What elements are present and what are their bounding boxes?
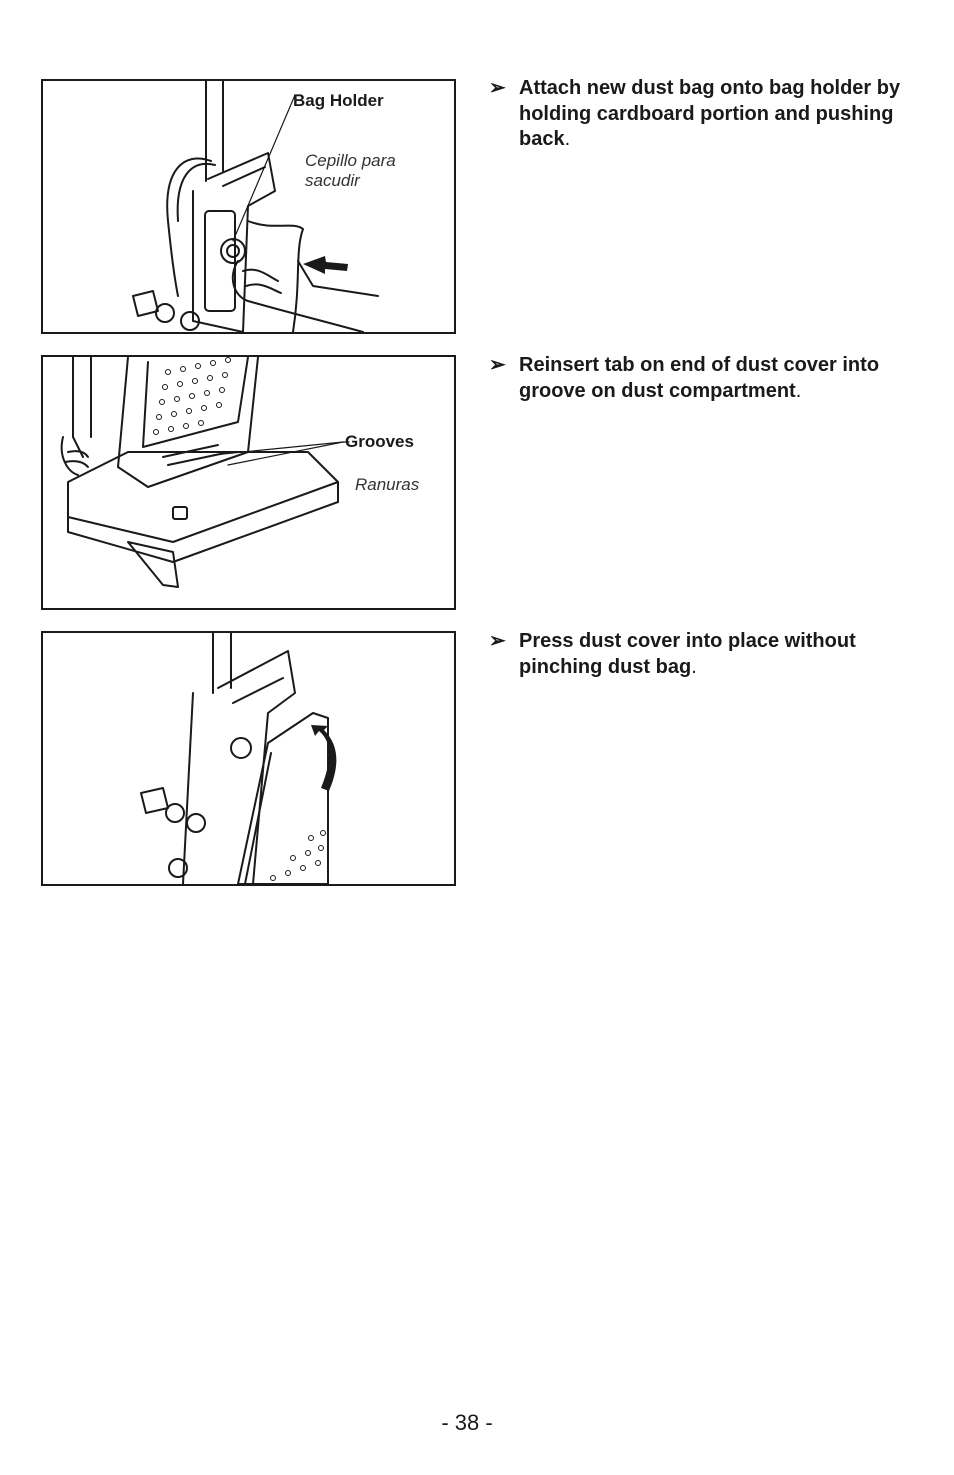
figure-dust-cover-grooves [41, 355, 456, 610]
bag-holder-label: Bag Holder [293, 91, 384, 110]
page-number: - 38 - [441, 1410, 493, 1435]
dust-cover-vent-dots [154, 358, 231, 435]
figure-attach-dust-bag [41, 79, 456, 334]
step-press-dust-cover [489, 629, 909, 685]
bag-holder-label-spanish: Cepillo para sacudir [305, 151, 396, 190]
bullet-arrow-icon: ➢ [489, 77, 506, 99]
cover-vent-dots [271, 831, 326, 881]
vacuum-bag-holder-illustration [43, 81, 454, 332]
step-text: Press dust cover into place without pinching dust bag [519, 630, 856, 678]
step-period: . [691, 655, 697, 678]
step-text: Reinsert tab on end of dust cover into groove on dust compartment [519, 354, 880, 402]
step-text: Attach new dust bag onto bag holder by holding cardboard portion and pushing back [519, 77, 901, 150]
step-period: . [564, 128, 571, 150]
step-attach-dust-bag [489, 76, 909, 156]
step-reinsert-tab [489, 353, 909, 409]
vacuum-close-cover-illustration [43, 633, 454, 884]
grooves-label-spanish: Ranuras [355, 475, 420, 494]
figure-press-dust-cover [41, 631, 456, 886]
bullet-arrow-icon: ➢ [489, 630, 506, 652]
bullet-arrow-icon: ➢ [489, 354, 506, 376]
grooves-label: Grooves [345, 432, 414, 451]
step-period: . [795, 379, 802, 402]
